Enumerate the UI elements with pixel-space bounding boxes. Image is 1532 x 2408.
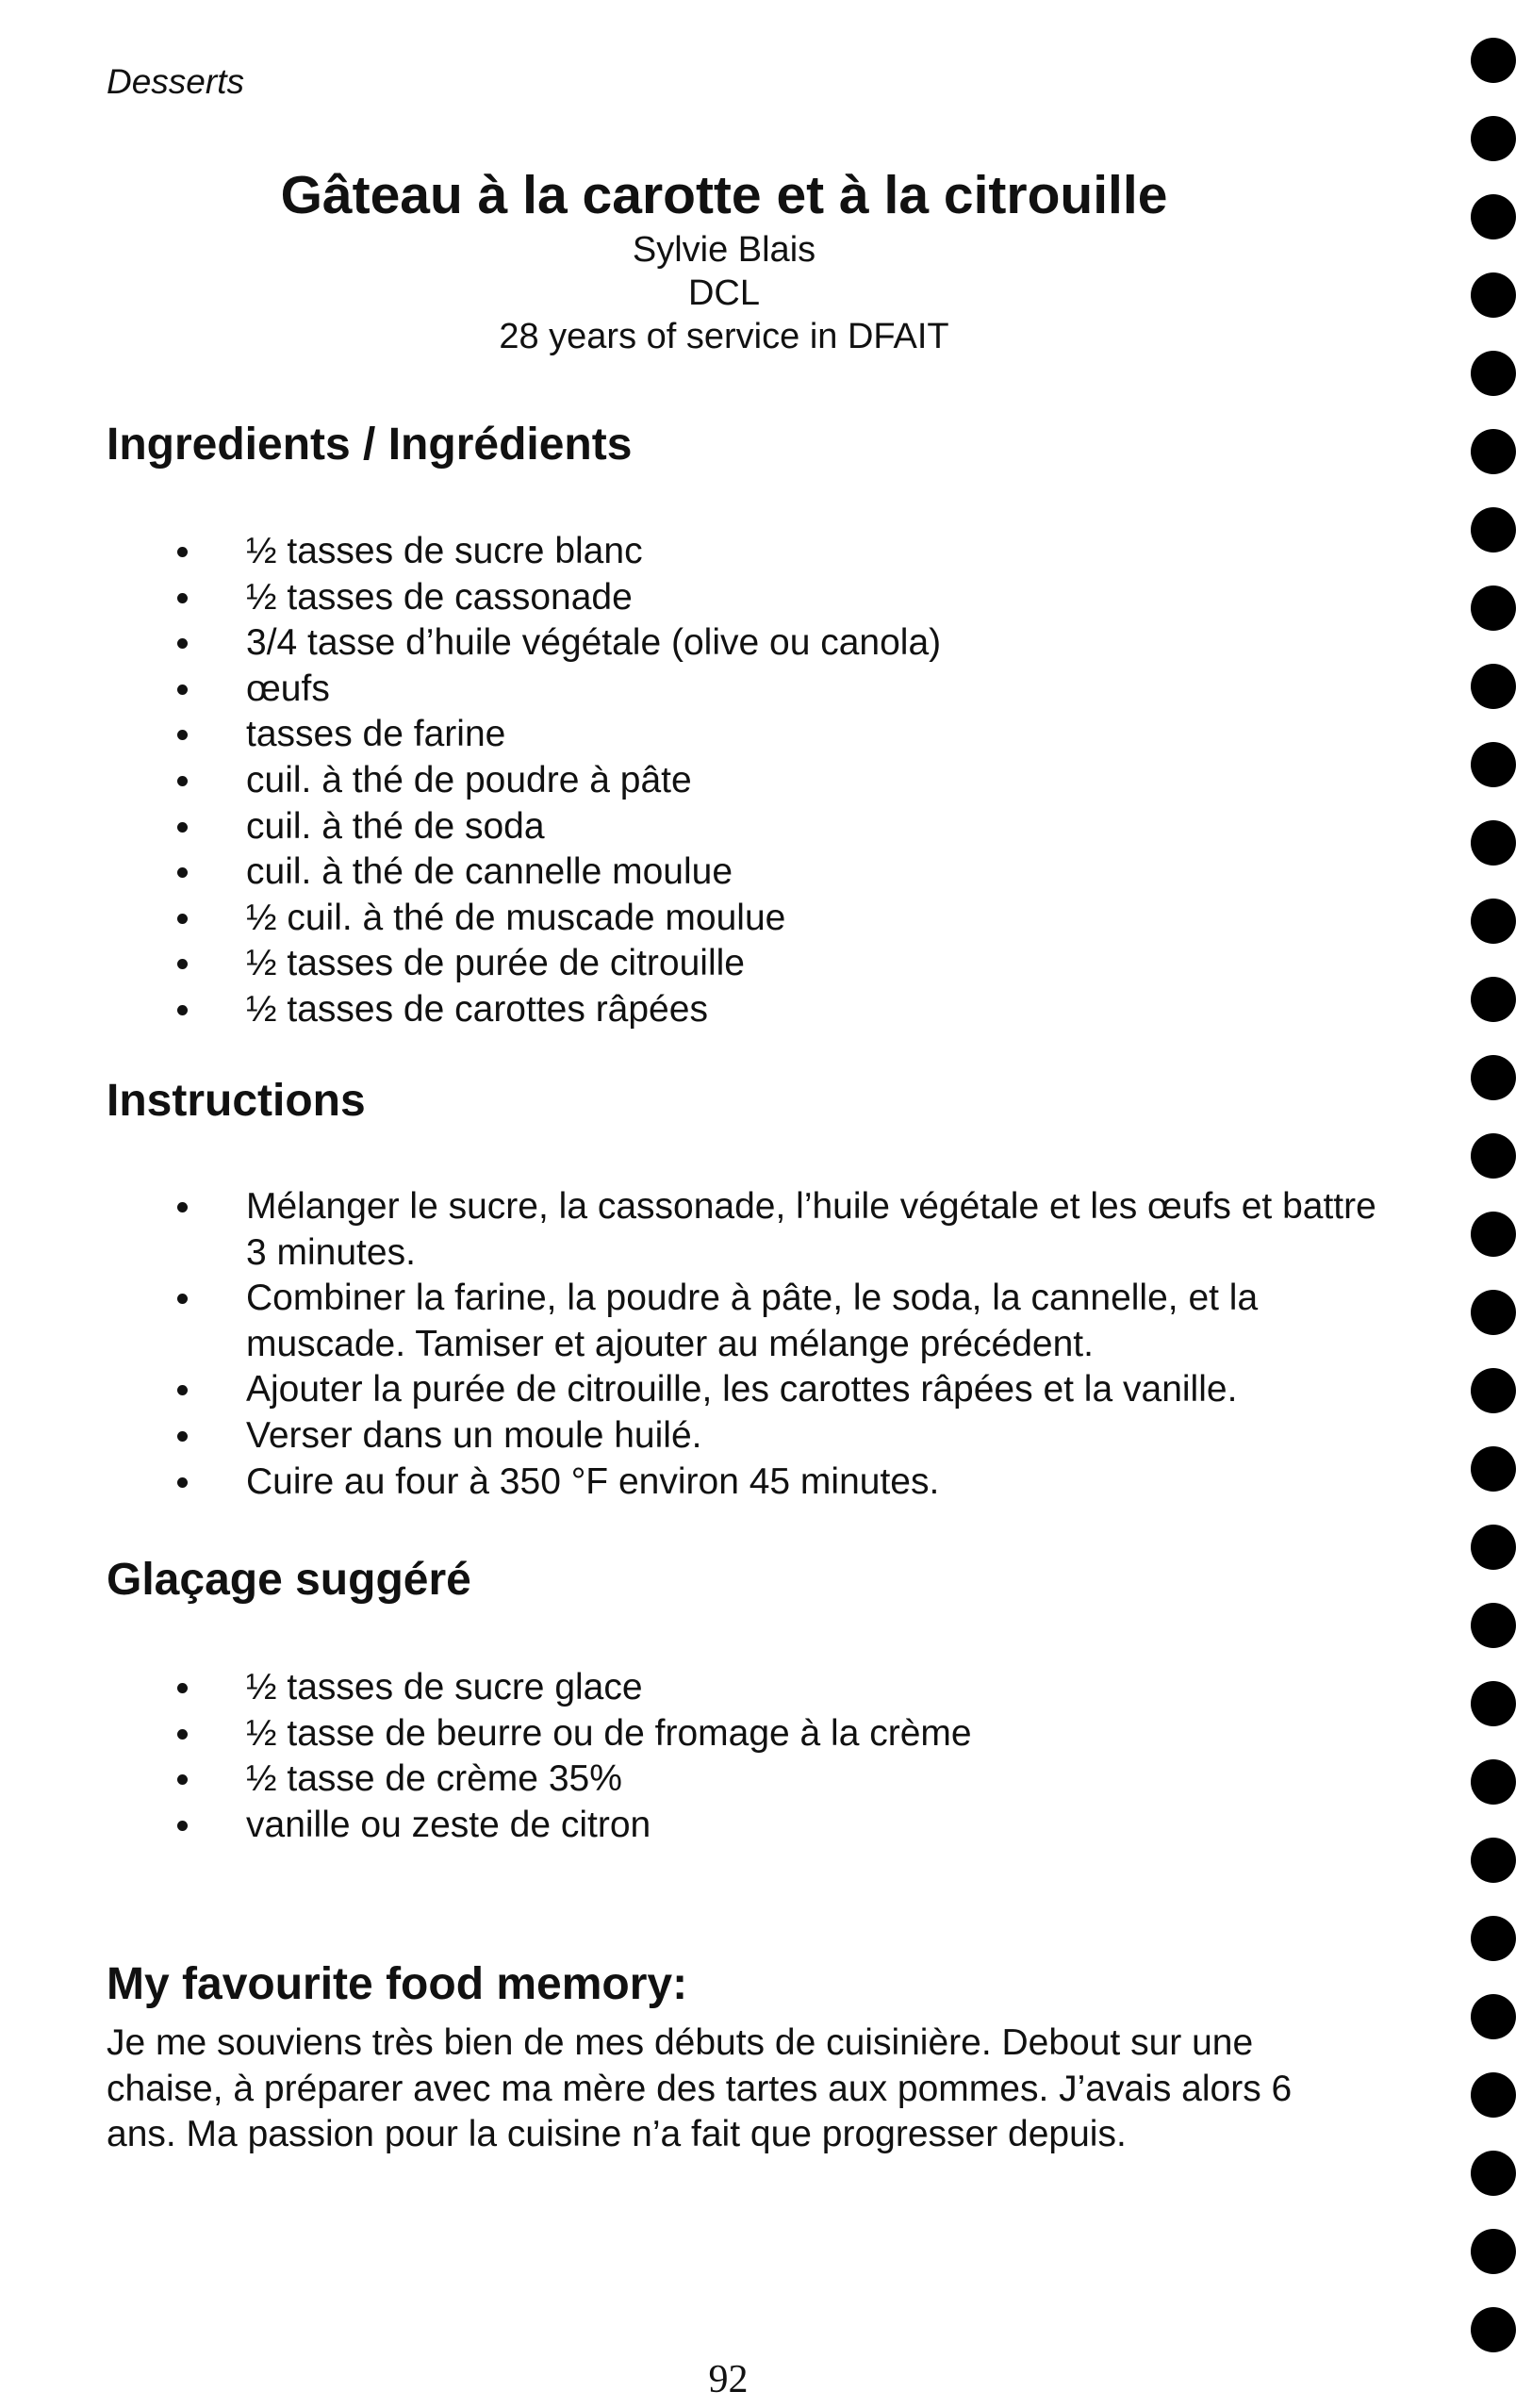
binding-hole-icon: [1471, 1838, 1516, 1883]
instruction-text: Ajouter la purée de citrouille, les carottes râpées et la vanille.: [246, 1369, 1238, 1410]
ingredient-text: tasses de farine: [246, 714, 506, 755]
list-item: [177, 1757, 972, 1803]
ingredient-text: cuil. à thé de soda: [246, 805, 545, 847]
binding-hole-icon: [1471, 1368, 1516, 1413]
binding-hole-icon: [1471, 1681, 1516, 1726]
bullet-icon: [177, 1005, 188, 1015]
ingredient-text: cuil. à thé de cannelle moulue: [246, 851, 733, 893]
bullet-icon: [177, 914, 188, 924]
ingredient-text: ½ cuil. à thé de muscade moulue: [246, 897, 786, 938]
list-item: [177, 987, 941, 1033]
bullet-icon: [177, 1202, 188, 1212]
binding-hole-icon: [1471, 742, 1516, 787]
instruction-text: Cuire au four à 350 °F environ 45 minutes.: [246, 1460, 940, 1502]
bullet-icon: [177, 959, 188, 969]
bullet-icon: [177, 1729, 188, 1740]
bullet-icon: [177, 822, 188, 833]
list-item: [177, 620, 941, 667]
list-item: [177, 1803, 972, 1849]
binding-hole-icon: [1471, 1603, 1516, 1648]
binding-hole-icon: [1471, 664, 1516, 709]
glacage-text: ½ tasse de crème 35%: [246, 1758, 622, 1800]
binding-hole-icon: [1471, 1994, 1516, 2039]
ingredient-text: ½ tasses de sucre blanc: [246, 531, 643, 571]
glacage-text: vanille ou zeste de citron: [246, 1804, 651, 1845]
binding-hole-icon: [1471, 820, 1516, 866]
instructions-list: [177, 1184, 1389, 1505]
author-name: Sylvie Blais: [632, 230, 816, 270]
bullet-icon: [177, 730, 188, 740]
list-item: [177, 804, 941, 850]
recipe-title: Gâteau à la carotte et à la citrouille: [280, 165, 1168, 225]
author-service: 28 years of service in DFAIT: [499, 317, 949, 356]
list-item: [177, 1460, 1389, 1506]
list-item: [177, 849, 941, 896]
binding-hole-icon: [1471, 194, 1516, 239]
ingredient-text: ½ tasses de carottes râpées: [246, 988, 708, 1030]
ingredient-text: œufs: [246, 668, 330, 709]
binding-hole-icon: [1471, 1212, 1516, 1257]
binding-hole-icon: [1471, 1446, 1516, 1492]
bullet-icon: [177, 1774, 188, 1785]
bullet-icon: [177, 1294, 188, 1304]
ingredient-text: cuil. à thé de poudre à pâte: [246, 759, 692, 800]
glacage-text: ½ tasse de beurre ou de fromage à la crème: [246, 1712, 972, 1754]
binding-hole-icon: [1471, 507, 1516, 553]
binding-hole-icon: [1471, 272, 1516, 318]
list-item: [177, 1276, 1389, 1367]
list-item: [177, 1413, 1389, 1460]
binding-hole-icon: [1471, 1290, 1516, 1335]
glacage-heading: Glaçage suggéré: [107, 1555, 471, 1605]
binding-hole-icon: [1471, 2072, 1516, 2118]
list-item: [177, 1711, 972, 1757]
ingredients-heading: Ingredients / Ingrédients: [107, 420, 633, 470]
binding-hole-icon: [1471, 899, 1516, 944]
binding-hole-icon: [1471, 1916, 1516, 1961]
bullet-icon: [177, 776, 188, 786]
bullet-icon: [177, 547, 188, 557]
binding-hole-icon: [1471, 1133, 1516, 1179]
ingredient-text: ½ tasses de purée de citrouille: [246, 943, 745, 984]
binding-hole-icon: [1471, 2307, 1516, 2352]
bullet-icon: [177, 684, 188, 695]
memory-text: Je me souviens très bien de mes débuts de cuisinière. Debout sur une chaise, à préparer avec ma mère des tartes aux pommes. J’avais alors 6 ans. Ma passion pour la cuisine n’a fait que progresser depuis.: [107, 2022, 1293, 2155]
recipe-header: [107, 162, 1342, 358]
binding-hole-icon: [1471, 2151, 1516, 2196]
list-item: [177, 712, 941, 758]
ingredients-list: [177, 529, 941, 1033]
instructions-heading: Instructions: [107, 1076, 366, 1126]
ingredient-text: 3/4 tasse d’huile végétale (olive ou canola): [246, 622, 942, 664]
bullet-icon: [177, 1821, 188, 1831]
memory-heading: My favourite food memory:: [107, 1959, 688, 2009]
bullet-icon: [177, 867, 188, 878]
list-item: [177, 896, 941, 942]
list-item: [177, 1184, 1389, 1276]
binding-hole-icon: [1471, 429, 1516, 474]
bullet-icon: [177, 1385, 188, 1395]
list-item: [177, 1367, 1389, 1413]
instruction-text: Mélanger le sucre, la cassonade, l’huile végétale et les œufs et battre 3 minutes.: [246, 1186, 1376, 1273]
binding-hole-icon: [1471, 586, 1516, 631]
glacage-list: [177, 1665, 972, 1848]
binding-hole-icon: [1471, 38, 1516, 83]
bullet-icon: [177, 638, 188, 649]
list-item: [177, 758, 941, 804]
bullet-icon: [177, 1477, 188, 1488]
section-label: Desserts: [107, 62, 244, 101]
instruction-text: Verser dans un moule huilé.: [246, 1414, 702, 1456]
binding-hole-icon: [1471, 2229, 1516, 2274]
bullet-icon: [177, 1683, 188, 1693]
binding-hole-icon: [1471, 351, 1516, 396]
binding-hole-icon: [1471, 977, 1516, 1022]
glacage-text: ½ tasses de sucre glace: [246, 1667, 643, 1707]
ingredient-text: ½ tasses de cassonade: [246, 576, 633, 618]
list-item: [177, 941, 941, 987]
list-item: [177, 1665, 972, 1711]
list-item: [177, 529, 941, 575]
binding-hole-icon: [1471, 1055, 1516, 1100]
binding-hole-icon: [1471, 1759, 1516, 1805]
instruction-text: Combiner la farine, la poudre à pâte, le soda, la cannelle, et la muscade. Tamiser et ajouter au mélange précédent.: [246, 1278, 1259, 1364]
author-division: DCL: [687, 273, 761, 313]
binding-hole-icon: [1471, 1525, 1516, 1570]
bullet-icon: [177, 593, 188, 603]
spiral-binding: [1471, 38, 1518, 2404]
bullet-icon: [177, 1431, 188, 1442]
binding-hole-icon: [1471, 116, 1516, 161]
page-number: 92: [708, 2358, 749, 2401]
list-item: [177, 575, 941, 621]
list-item: [177, 667, 941, 713]
